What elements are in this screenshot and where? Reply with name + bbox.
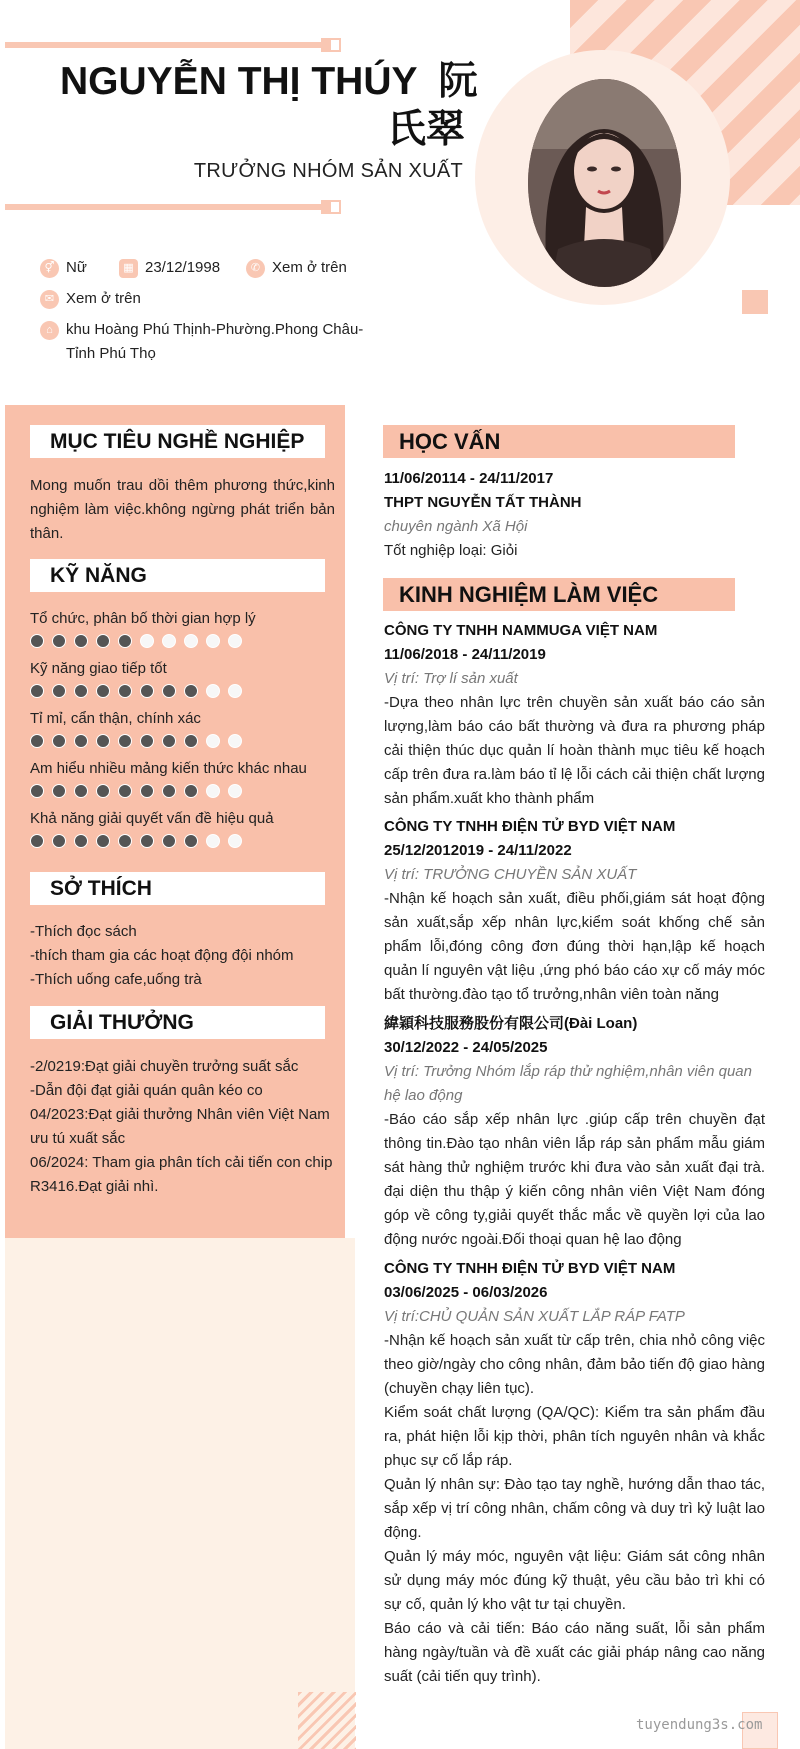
objective-heading: MỤC TIÊU NGHỀ NGHIỆP: [30, 425, 325, 458]
job-company: CÔNG TY TNHH ĐIỆN TỬ BYD VIỆT NAM: [384, 818, 676, 835]
award-item: -Dẫn đội đạt giải quán quân kéo co: [30, 1082, 263, 1099]
name-line-2: 氏翠: [386, 108, 465, 151]
awards-heading: GIẢI THƯỞNG: [30, 1006, 325, 1039]
birthday-value: 23/12/1998: [145, 259, 221, 276]
education-school: THPT NGUYỄN TẤT THÀNH: [384, 494, 582, 511]
email-value: Xem ở trên: [66, 290, 141, 307]
education-grade: Tốt nghiệp loại: Giỏi: [384, 542, 518, 559]
contact-birthday: [119, 256, 220, 280]
award-item: -2/0219:Đạt giải chuyền trưởng suất sắc: [30, 1058, 299, 1075]
phone-icon: ✆: [246, 259, 265, 278]
skill-rating: [30, 634, 242, 648]
rating-dot-filled: [52, 834, 66, 848]
rating-dot-filled: [118, 784, 132, 798]
rating-dot-empty: [228, 834, 242, 848]
rating-dot-empty: [206, 634, 220, 648]
decor-square: [742, 290, 768, 314]
job-paragraphs: [384, 1329, 765, 1689]
rating-dot-filled: [184, 834, 198, 848]
gender-icon: ⚥: [40, 259, 59, 278]
job-paragraph: Báo cáo và cải tiến: Báo cáo năng suất, lỗi sản phẩm hàng ngày/tuần và đề xuất các giải pháp nâng cao năng suất (cải tiến quy trình).: [384, 1620, 765, 1685]
rating-dot-filled: [74, 684, 88, 698]
rating-dot-empty: [162, 634, 176, 648]
rating-dot-filled: [162, 734, 176, 748]
education-major: chuyên ngành Xã Hội: [384, 518, 528, 535]
contact-address: [40, 318, 390, 366]
job-paragraph: Kiểm soát chất lượng (QA/QC): Kiểm tra sản phẩm đầu ra, phát hiện lỗi kịp thời, phân tích nguyên nhân và khắc phục sự cố lắp ráp.: [384, 1404, 765, 1469]
rating-dot-filled: [74, 834, 88, 848]
objective-text: Mong muốn trau dồi thêm phương thức,kinh nghiệm làm việc.không ngừng phát triển bản thân.: [30, 477, 335, 542]
address-value: khu Hoàng Phú Thịnh-Phường.Phong Châu-Tỉnh Phú Thọ: [66, 321, 364, 362]
skill-name: Khả năng giải quyết vấn đề hiệu quả: [30, 810, 274, 827]
rating-dot-empty: [228, 784, 242, 798]
rating-dot-filled: [118, 684, 132, 698]
job-position: Vị trí:CHỦ QUẢN SẢN XUẤT LẮP RÁP FATP: [384, 1308, 685, 1325]
profile-photo: [528, 79, 681, 287]
job-paragraph: Quản lý nhân sự: Đào tạo tay nghề, hướng dẫn thao tác, sắp xếp vị trí công nhân, chấm công và duy trì kỷ luật lao động.: [384, 1476, 765, 1541]
rating-dot-filled: [184, 784, 198, 798]
hobbies-heading: SỞ THÍCH: [30, 872, 325, 905]
rating-dot-filled: [30, 684, 44, 698]
rating-dot-filled: [30, 784, 44, 798]
hobby-item: -Thích đọc sách: [30, 923, 137, 940]
job-period: 30/12/2022 - 24/05/2025: [384, 1039, 548, 1056]
skill-rating: [30, 784, 242, 798]
header-bar-top: [5, 42, 327, 48]
job-description: -Nhận kế hoạch sản xuất, điều phối,giám sát hoạt động sản xuất,sắp xếp nhân lực,kiểm soát khống chế sản phẩm lỗi,đóng công đơn đúng thời hạn,lập kế hoạch quản lí nguyên vật liệu ,ứng phó báo cáo xự cố máy móc bất thường.đào tạo tổ trưởng,nhân viên toàn năng: [384, 890, 765, 1003]
rating-dot-filled: [118, 634, 132, 648]
rating-dot-filled: [52, 784, 66, 798]
job-company: CÔNG TY TNHH ĐIỆN TỬ BYD VIỆT NAM: [384, 1260, 676, 1277]
rating-dot-filled: [74, 734, 88, 748]
skill-name: Kỹ năng giao tiếp tốt: [30, 660, 167, 677]
gender-value: Nữ: [66, 259, 87, 276]
rating-dot-filled: [96, 784, 110, 798]
home-icon: ⌂: [40, 321, 59, 340]
calendar-icon: ▦: [119, 259, 138, 278]
rating-dot-filled: [140, 734, 154, 748]
job-position: Vị trí: Trợ lí sản xuất: [384, 670, 518, 687]
rating-dot-filled: [162, 784, 176, 798]
job-description: -Báo cáo sắp xếp nhân lực .giúp cấp trên chuyền đạt thông tin.Đào tạo nhân viên lắp ráp sản phẩm mẫu giám sát hàng thử nghiệm trước khi đưa vào sản xuất đại trà. đại diện thu thập ý kiến công nhân viên Việt Nam đóng góp về công ty,giải quyết thắc mắc về quyền lợi của lao động nước ngoài.Đối thoại quan hệ lao động: [384, 1111, 765, 1248]
education-heading: HỌC VẤN: [383, 425, 735, 458]
job-paragraph: Quản lý máy móc, nguyên vật liệu: Giám sát công nhân sử dụng máy móc đúng kỹ thuật, yêu cầu bảo trì khi có sự cố, quản lý kho vật tư tại chuyền.: [384, 1548, 765, 1613]
contact-phone: [246, 256, 347, 280]
rating-dot-filled: [184, 684, 198, 698]
rating-dot-filled: [52, 734, 66, 748]
hobbies-list: [30, 920, 335, 992]
skill-rating: [30, 684, 242, 698]
rating-dot-filled: [96, 634, 110, 648]
decor-hatch: [298, 1692, 356, 1749]
rating-dot-filled: [118, 834, 132, 848]
skill-rating: [30, 734, 242, 748]
hobby-item: -Thích uống cafe,uống trà: [30, 971, 202, 988]
rating-dot-filled: [74, 634, 88, 648]
awards-list: [30, 1055, 335, 1199]
rating-dot-empty: [206, 734, 220, 748]
watermark: tuyendung3s.com: [636, 1717, 763, 1733]
phone-value: Xem ở trên: [272, 259, 347, 276]
rating-dot-filled: [140, 684, 154, 698]
job-description: -Dựa theo nhân lực trên chuyền sản xuất báo cáo sản lượng,làm báo cáo bất thường và đưa ra phương pháp cải thiện thúc dục quản lí hoàn thành mục tiêu kế hoạch cấp trên đưa ra.làm báo tỉ lệ lỗi cách cải thiện chất lượng sản phẩm.xuất kho thành phẩm: [384, 694, 765, 807]
hobby-item: -thích tham gia các hoạt động đội nhóm: [30, 947, 294, 964]
rating-dot-filled: [74, 784, 88, 798]
email-icon: ✉: [40, 290, 59, 309]
job-position: Vị trí: Trưởng Nhóm lắp ráp thử nghiệm,nhân viên quan hệ lao động: [384, 1063, 752, 1104]
skill-name: Tổ chức, phân bố thời gian hợp lý: [30, 610, 256, 627]
award-item: 04/2023:Đạt giải thưởng Nhân viên Việt Nam ưu tú xuất sắc: [30, 1106, 330, 1147]
rating-dot-empty: [228, 634, 242, 648]
header-bar-bottom: [5, 204, 327, 210]
job-period: 25/12/2012019 - 24/11/2022: [384, 842, 572, 859]
skill-name: Am hiểu nhiều mảng kiến thức khác nhau: [30, 760, 307, 777]
left-column-bottom: [5, 1238, 355, 1749]
skill-name: Tỉ mỉ, cẩn thận, chính xác: [30, 710, 201, 727]
rating-dot-filled: [162, 834, 176, 848]
rating-dot-empty: [140, 634, 154, 648]
job-paragraph: -Nhận kế hoạch sản xuất từ cấp trên, chia nhỏ công việc theo giờ/ngày cho công nhân, đảm bảo tiến độ giao hàng (chuyền chạy liên tục).: [384, 1332, 765, 1397]
rating-dot-filled: [140, 784, 154, 798]
job-title: TRƯỞNG NHÓM SẢN XUẤT: [193, 160, 463, 182]
skill-rating: [30, 834, 242, 848]
job-company: CÔNG TY TNHH NAMMUGA VIỆT NAM: [384, 622, 658, 639]
rating-dot-filled: [184, 734, 198, 748]
job-company: 緯穎科技服務股份有限公司(Đài Loan): [384, 1015, 638, 1032]
rating-dot-empty: [206, 684, 220, 698]
rating-dot-filled: [162, 684, 176, 698]
rating-dot-filled: [30, 834, 44, 848]
rating-dot-empty: [228, 684, 242, 698]
rating-dot-filled: [96, 734, 110, 748]
name-line-1: NGUYỄN THỊ THÚY 阮: [60, 60, 478, 103]
rating-dot-empty: [228, 734, 242, 748]
rating-dot-filled: [118, 734, 132, 748]
rating-dot-empty: [184, 634, 198, 648]
contact-gender: [40, 256, 87, 280]
rating-dot-filled: [96, 834, 110, 848]
rating-dot-filled: [96, 684, 110, 698]
contact-email: [40, 287, 141, 311]
rating-dot-filled: [52, 634, 66, 648]
rating-dot-filled: [30, 634, 44, 648]
rating-dot-empty: [206, 784, 220, 798]
award-item: 06/2024: Tham gia phân tích cải tiến con chip R3416.Đạt giải nhì.: [30, 1154, 333, 1195]
rating-dot-filled: [30, 734, 44, 748]
portrait-image: [528, 79, 681, 287]
skills-heading: KỸ NĂNG: [30, 559, 325, 592]
rating-dot-empty: [206, 834, 220, 848]
experience-heading: KINH NGHIỆM LÀM VIỆC: [383, 578, 735, 611]
education-period: 11/06/20114 - 24/11/2017: [384, 470, 554, 487]
job-period: 11/06/2018 - 24/11/2019: [384, 646, 546, 663]
job-position: Vị trí: TRƯỞNG CHUYỀN SẢN XUẤT: [384, 866, 637, 883]
rating-dot-filled: [140, 834, 154, 848]
rating-dot-filled: [52, 684, 66, 698]
candidate-name: [60, 58, 478, 154]
job-period: 03/06/2025 - 06/03/2026: [384, 1284, 548, 1301]
